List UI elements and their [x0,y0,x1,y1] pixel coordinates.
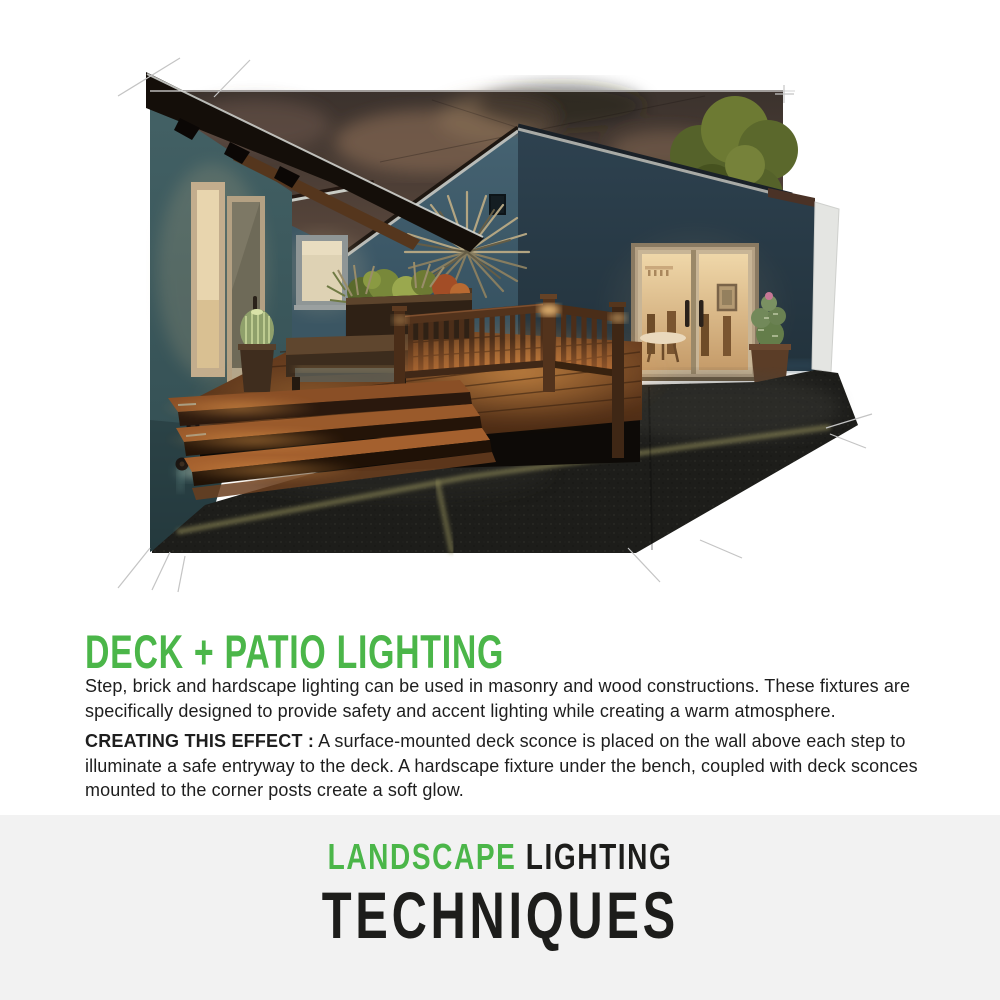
effect-paragraph [85,729,930,803]
section-heading-text: DECK + PATIO LIGHTING [85,625,505,679]
post-sconce-glow [609,313,627,323]
barrel-cactus [238,309,276,392]
section-heading [85,625,667,679]
brand-title: TECHNIQUES [321,877,679,952]
brand-line [328,837,673,877]
brand-footer [0,815,1000,1000]
effect-label: CREATING THIS EFFECT : [85,731,315,751]
post-sconce-glow [538,304,560,316]
wall-cut-panel [812,202,839,372]
effect-text: A surface-mounted deck sconce is placed on the wall above each step to illuminate a safe entryway to the deck. A hardscape fixture under the bench, coupled with deck sconces mounted to the corner posts create a soft glow. [85,731,918,800]
brand-word-lighting: LIGHTING [525,836,673,877]
entry-window [191,182,225,377]
intro-paragraph: Step, brick and hardscape lighting can be used in masonry and wood constructions. These fixtures are specifically designed to provide safety and accent lighting while creating a warm atmosphere. [85,676,911,721]
brand-word-landscape: LANDSCAPE [327,836,517,877]
